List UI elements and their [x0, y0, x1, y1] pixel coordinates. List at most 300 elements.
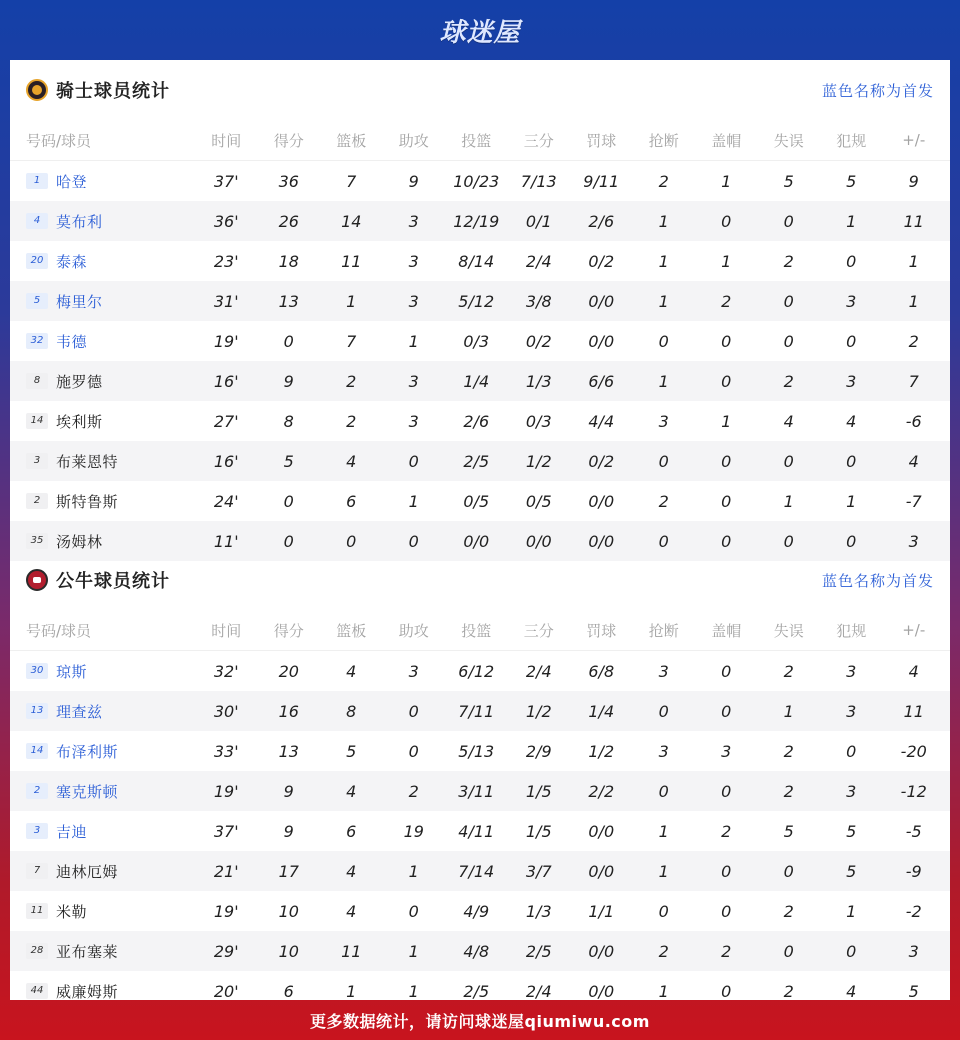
cavaliers-logo-icon: [26, 79, 48, 101]
stat-cell: 11': [213, 531, 239, 551]
stat-cell: 1: [658, 211, 669, 231]
player-cell: [10, 981, 195, 1002]
player-cell: [10, 741, 195, 762]
jersey-number: 35: [26, 533, 48, 549]
stat-cell: 12/19: [453, 211, 500, 231]
top-bar: [0, 0, 960, 60]
stat-cell: 1: [658, 821, 669, 841]
stat-cell: 0: [846, 331, 857, 351]
stat-cell: 1: [658, 251, 669, 271]
stat-cell: 1: [408, 331, 419, 351]
stat-cell: 1/4: [463, 371, 490, 391]
jersey-number: 30: [26, 663, 48, 679]
stat-cell: 0: [283, 491, 294, 511]
player-row: [10, 201, 950, 241]
stat-cell: 2/6: [463, 411, 490, 431]
stat-cell: 3: [408, 291, 419, 311]
column-header: +/-: [902, 621, 926, 639]
stat-cell: 6/12: [458, 661, 495, 681]
stat-cell: 0/5: [525, 491, 552, 511]
player-row: [10, 241, 950, 281]
stat-cell: 3/7: [525, 861, 552, 881]
stat-cell: 0: [721, 701, 732, 721]
stat-cell: 4/8: [463, 941, 490, 961]
player-row: [10, 891, 950, 931]
jersey-number: 1: [26, 173, 48, 189]
stat-cell: 2: [783, 741, 794, 761]
stat-cell: 36: [278, 171, 299, 191]
stat-cell: -6: [905, 411, 922, 431]
stat-cell: 30': [213, 701, 239, 721]
stat-cell: 0/2: [525, 331, 552, 351]
stat-cell: 1: [346, 981, 357, 1001]
jersey-number: 44: [26, 983, 48, 999]
column-header: 号码/球员: [26, 131, 92, 150]
stat-cell: 3: [408, 371, 419, 391]
stat-cell: 4: [346, 901, 357, 921]
column-header: 得分: [273, 131, 304, 150]
player-cell: [10, 821, 195, 842]
player-name[interactable]: 吉迪: [56, 822, 88, 841]
stat-cell: 4: [346, 661, 357, 681]
stat-cell: 2/4: [525, 661, 552, 681]
stat-cell: 0: [846, 531, 857, 551]
column-header: 盖帽: [711, 621, 742, 640]
stat-cell: 3/8: [525, 291, 552, 311]
column-header: 犯规: [836, 131, 867, 150]
stats-panel: [10, 60, 950, 1000]
stat-cell: 6: [346, 491, 357, 511]
stat-cell: 1: [783, 491, 794, 511]
column-header: 篮板: [336, 131, 367, 150]
stat-cell: 2: [721, 821, 732, 841]
player-name[interactable]: 塞克斯顿: [56, 782, 119, 801]
stat-cell: 5: [783, 821, 794, 841]
stat-cell: 18: [278, 251, 299, 271]
stat-cell: 2: [783, 781, 794, 801]
jersey-number: 14: [26, 743, 48, 759]
stat-cell: 0: [783, 451, 794, 471]
player-name: 米勒: [56, 902, 88, 921]
jersey-number: 3: [26, 453, 48, 469]
stat-cell: 0: [658, 531, 669, 551]
player-cell: [10, 371, 195, 392]
stat-cell: 3: [846, 781, 857, 801]
stat-cell: 0/5: [463, 491, 490, 511]
stat-cell: 2/4: [525, 251, 552, 271]
stat-cell: 19: [403, 821, 424, 841]
stat-cell: 1: [658, 371, 669, 391]
player-name[interactable]: 梅里尔: [56, 292, 103, 311]
stat-cell: 1: [783, 701, 794, 721]
stat-cell: 2: [783, 661, 794, 681]
stat-cell: 1: [658, 981, 669, 1001]
player-cell: [10, 781, 195, 802]
column-header: 助攻: [398, 131, 429, 150]
stat-cell: 0: [783, 211, 794, 231]
stat-cell: 0: [346, 531, 357, 551]
stat-cell: 2: [408, 781, 419, 801]
stat-cell: 0: [783, 941, 794, 961]
stat-cell: 9: [408, 171, 419, 191]
starter-legend-note: 蓝色名称为首发: [821, 571, 934, 590]
stat-cell: 3: [908, 941, 919, 961]
stat-cell: 0: [846, 451, 857, 471]
stat-cell: 2: [908, 331, 919, 351]
stat-cell: 2: [658, 941, 669, 961]
player-cell: [10, 331, 195, 352]
stat-cell: 2: [783, 901, 794, 921]
stat-cell: 37': [213, 821, 239, 841]
stat-cell: 3: [846, 701, 857, 721]
stat-cell: 1: [846, 901, 857, 921]
stat-cell: 4: [346, 781, 357, 801]
column-header: 篮板: [336, 621, 367, 640]
player-cell: [10, 941, 195, 962]
stat-cell: 2: [658, 171, 669, 191]
stat-cell: 1: [658, 291, 669, 311]
stat-cell: 5: [846, 821, 857, 841]
player-row: [10, 361, 950, 401]
stat-cell: 27': [213, 411, 239, 431]
player-name[interactable]: 哈登: [56, 172, 88, 191]
stat-cell: 13: [278, 291, 299, 311]
stat-cell: 10/23: [453, 171, 500, 191]
team-header: [10, 550, 950, 610]
stat-cell: 2/5: [525, 941, 552, 961]
stat-cell: 2/5: [463, 981, 490, 1001]
stat-cell: 1/1: [588, 901, 615, 921]
stat-cell: 0/0: [588, 531, 615, 551]
stat-cell: 8: [346, 701, 357, 721]
stat-cell: 8/14: [458, 251, 495, 271]
stat-cell: 7/13: [520, 171, 557, 191]
jersey-number: 5: [26, 293, 48, 309]
column-header: 抢断: [648, 131, 679, 150]
player-row: [10, 481, 950, 521]
stat-cell: 3: [408, 661, 419, 681]
stat-cell: 0: [721, 981, 732, 1001]
stat-cell: 2: [721, 941, 732, 961]
stat-cell: 4: [783, 411, 794, 431]
column-header: 犯规: [836, 621, 867, 640]
stat-cell: 26: [278, 211, 299, 231]
stat-cell: 3: [408, 251, 419, 271]
column-header: 三分: [523, 621, 554, 640]
stat-cell: 0/3: [463, 331, 490, 351]
stat-cell: 4: [908, 661, 919, 681]
stat-cell: 29': [213, 941, 239, 961]
stat-cell: 8: [283, 411, 294, 431]
player-row: [10, 321, 950, 361]
column-header: 号码/球员: [26, 621, 92, 640]
player-cell: [10, 901, 195, 922]
stat-cell: 1: [658, 861, 669, 881]
column-header: 得分: [273, 621, 304, 640]
player-name: 亚布塞莱: [56, 942, 119, 961]
player-cell: [10, 211, 195, 232]
stat-cell: 6: [346, 821, 357, 841]
stat-cell: 7: [346, 331, 357, 351]
stat-cell: 2: [783, 981, 794, 1001]
stat-cell: 3: [721, 741, 732, 761]
stat-cell: 14: [341, 211, 362, 231]
stat-cell: 31': [213, 291, 239, 311]
stat-cell: 4: [346, 861, 357, 881]
stat-cell: 1: [408, 861, 419, 881]
stat-cell: 10: [278, 941, 299, 961]
team-section-bulls: [10, 550, 950, 1011]
stat-cell: 2: [658, 491, 669, 511]
stat-cell: 5: [846, 861, 857, 881]
stat-cell: 9: [908, 171, 919, 191]
jersey-number: 11: [26, 903, 48, 919]
stat-cell: 4/4: [588, 411, 615, 431]
stat-cell: 3: [846, 661, 857, 681]
player-name: 汤姆林: [56, 532, 103, 551]
stat-cell: 0: [658, 451, 669, 471]
stat-cell: 0: [721, 861, 732, 881]
player-cell: [10, 531, 195, 552]
player-row: [10, 161, 950, 201]
stat-cell: 0: [783, 861, 794, 881]
footer-banner: [0, 1000, 960, 1040]
stat-cell: 7/14: [458, 861, 495, 881]
player-row: [10, 851, 950, 891]
stat-cell: 0: [658, 331, 669, 351]
stat-cell: 2: [346, 371, 357, 391]
stat-cell: 0: [408, 531, 419, 551]
player-cell: [10, 661, 195, 682]
stat-cell: 0: [408, 701, 419, 721]
stat-cell: 9: [283, 821, 294, 841]
player-name[interactable]: 韦德: [56, 332, 88, 351]
stat-cell: 1: [908, 291, 919, 311]
stat-cell: 0: [783, 331, 794, 351]
jersey-number: 7: [26, 863, 48, 879]
stat-cell: 0: [846, 741, 857, 761]
table-header-row: [10, 610, 950, 651]
stat-cell: 1: [408, 981, 419, 1001]
stat-cell: 2/9: [525, 741, 552, 761]
team-title: 公牛球员统计: [56, 571, 170, 592]
stat-cell: 1: [408, 491, 419, 511]
stat-cell: 6/8: [588, 661, 615, 681]
stat-cell: 4: [346, 451, 357, 471]
column-header: 罚球: [586, 131, 617, 150]
player-name[interactable]: 理查兹: [56, 702, 103, 721]
stat-cell: 17: [278, 861, 299, 881]
player-name[interactable]: 莫布利: [56, 212, 103, 231]
stat-cell: 0: [846, 251, 857, 271]
stat-cell: 3: [908, 531, 919, 551]
column-header: 罚球: [586, 621, 617, 640]
column-header: 时间: [211, 621, 242, 640]
column-header: 抢断: [648, 621, 679, 640]
player-name[interactable]: 布泽利斯: [56, 742, 119, 761]
stat-cell: 5: [908, 981, 919, 1001]
jersey-number: 20: [26, 253, 48, 269]
stat-cell: 4: [908, 451, 919, 471]
stat-cell: 33': [213, 741, 239, 761]
stat-cell: 0/1: [525, 211, 552, 231]
stat-cell: 1: [408, 941, 419, 961]
stat-cell: 24': [213, 491, 239, 511]
stat-cell: 2: [721, 291, 732, 311]
stat-cell: 19': [213, 331, 239, 351]
stat-cell: 2: [346, 411, 357, 431]
player-row: [10, 771, 950, 811]
stat-cell: 0: [721, 781, 732, 801]
column-header: 失误: [773, 621, 804, 640]
player-name: 威廉姆斯: [56, 982, 119, 1001]
player-name: 布莱恩特: [56, 452, 119, 471]
jersey-number: 2: [26, 493, 48, 509]
stat-cell: -2: [905, 901, 922, 921]
stat-cell: 4/11: [458, 821, 495, 841]
stat-cell: 9/11: [583, 171, 620, 191]
player-cell: [10, 411, 195, 432]
stat-cell: 0/0: [588, 491, 615, 511]
starter-legend-note: 蓝色名称为首发: [821, 81, 934, 100]
stat-cell: 16': [213, 451, 239, 471]
brand-logo: 球迷屋: [439, 17, 521, 48]
stat-cell: 7: [346, 171, 357, 191]
stat-cell: 0: [721, 331, 732, 351]
player-row: [10, 691, 950, 731]
stat-cell: 0/0: [463, 531, 490, 551]
stat-cell: 1/2: [588, 741, 615, 761]
stat-cell: 9: [283, 781, 294, 801]
stat-cell: 0: [658, 901, 669, 921]
stat-cell: 0/3: [525, 411, 552, 431]
stat-cell: 2: [783, 251, 794, 271]
stat-cell: 0/2: [588, 251, 615, 271]
stat-cell: 5: [283, 451, 294, 471]
stat-cell: 0: [408, 741, 419, 761]
stat-cell: 3/11: [458, 781, 495, 801]
stat-cell: 5: [346, 741, 357, 761]
stat-cell: 0: [658, 701, 669, 721]
stat-cell: 0/0: [525, 531, 552, 551]
stat-cell: 0: [721, 661, 732, 681]
stat-cell: -7: [905, 491, 922, 511]
stat-cell: 1: [846, 491, 857, 511]
stat-cell: 16': [213, 371, 239, 391]
stat-cell: 11: [341, 251, 362, 271]
column-header: +/-: [902, 131, 926, 149]
stat-cell: 0: [721, 451, 732, 471]
column-header: 失误: [773, 131, 804, 150]
stat-cell: 0/0: [588, 981, 615, 1001]
stat-cell: 3: [846, 371, 857, 391]
player-cell: [10, 491, 195, 512]
stat-cell: 1: [721, 411, 732, 431]
stat-cell: 1/5: [525, 781, 552, 801]
table-header-row: [10, 120, 950, 161]
stat-cell: 0: [846, 941, 857, 961]
team-header: [10, 60, 950, 120]
team-title-group: [26, 77, 170, 103]
stat-cell: 4/9: [463, 901, 490, 921]
column-header: 投篮: [461, 131, 492, 150]
stat-cell: 16: [278, 701, 299, 721]
team-title-group: [26, 567, 170, 593]
column-header: 助攻: [398, 621, 429, 640]
stat-cell: 6/6: [588, 371, 615, 391]
stat-cell: 0: [283, 331, 294, 351]
stat-cell: 1: [908, 251, 919, 271]
stat-cell: 0: [721, 901, 732, 921]
stat-cell: 0: [408, 901, 419, 921]
stat-cell: 3: [658, 661, 669, 681]
stat-cell: 0: [721, 491, 732, 511]
column-header: 投篮: [461, 621, 492, 640]
stat-cell: 1/3: [525, 901, 552, 921]
player-cell: [10, 701, 195, 722]
stat-cell: 2: [783, 371, 794, 391]
stat-cell: 11: [903, 701, 924, 721]
player-name: 施罗德: [56, 372, 103, 391]
stat-cell: 2/2: [588, 781, 615, 801]
stat-cell: 0: [783, 291, 794, 311]
stat-cell: 0: [721, 371, 732, 391]
stat-cell: -12: [900, 781, 927, 801]
stat-cell: 0/0: [588, 941, 615, 961]
jersey-number: 3: [26, 823, 48, 839]
player-name: 埃利斯: [56, 412, 103, 431]
stat-cell: 3: [408, 211, 419, 231]
stat-cell: 5: [783, 171, 794, 191]
player-cell: [10, 171, 195, 192]
stat-cell: 32': [213, 661, 239, 681]
stat-cell: 0: [721, 211, 732, 231]
stat-cell: 3: [658, 741, 669, 761]
player-row: [10, 651, 950, 691]
stat-cell: 2/6: [588, 211, 615, 231]
stat-cell: 10: [278, 901, 299, 921]
player-row: [10, 731, 950, 771]
stat-cell: 1/3: [525, 371, 552, 391]
player-name[interactable]: 泰森: [56, 252, 88, 271]
stat-cell: 11: [903, 211, 924, 231]
stat-cell: 19': [213, 901, 239, 921]
stat-cell: 4: [846, 411, 857, 431]
team-title: 骑士球员统计: [56, 81, 170, 102]
player-cell: [10, 251, 195, 272]
jersey-number: 4: [26, 213, 48, 229]
stat-cell: 1/5: [525, 821, 552, 841]
stat-cell: -20: [900, 741, 927, 761]
player-row: [10, 401, 950, 441]
stat-cell: 3: [658, 411, 669, 431]
stat-cell: 3: [408, 411, 419, 431]
stat-cell: 0: [783, 531, 794, 551]
player-name[interactable]: 琼斯: [56, 662, 88, 681]
jersey-number: 32: [26, 333, 48, 349]
stat-cell: 7: [908, 371, 919, 391]
stat-cell: 1: [721, 171, 732, 191]
column-header: 三分: [523, 131, 554, 150]
stat-cell: -5: [905, 821, 922, 841]
stat-cell: 7/11: [458, 701, 495, 721]
stat-cell: 5/12: [458, 291, 495, 311]
stat-cell: 11: [341, 941, 362, 961]
player-row: [10, 811, 950, 851]
column-header: 时间: [211, 131, 242, 150]
jersey-number: 14: [26, 413, 48, 429]
stat-cell: 37': [213, 171, 239, 191]
